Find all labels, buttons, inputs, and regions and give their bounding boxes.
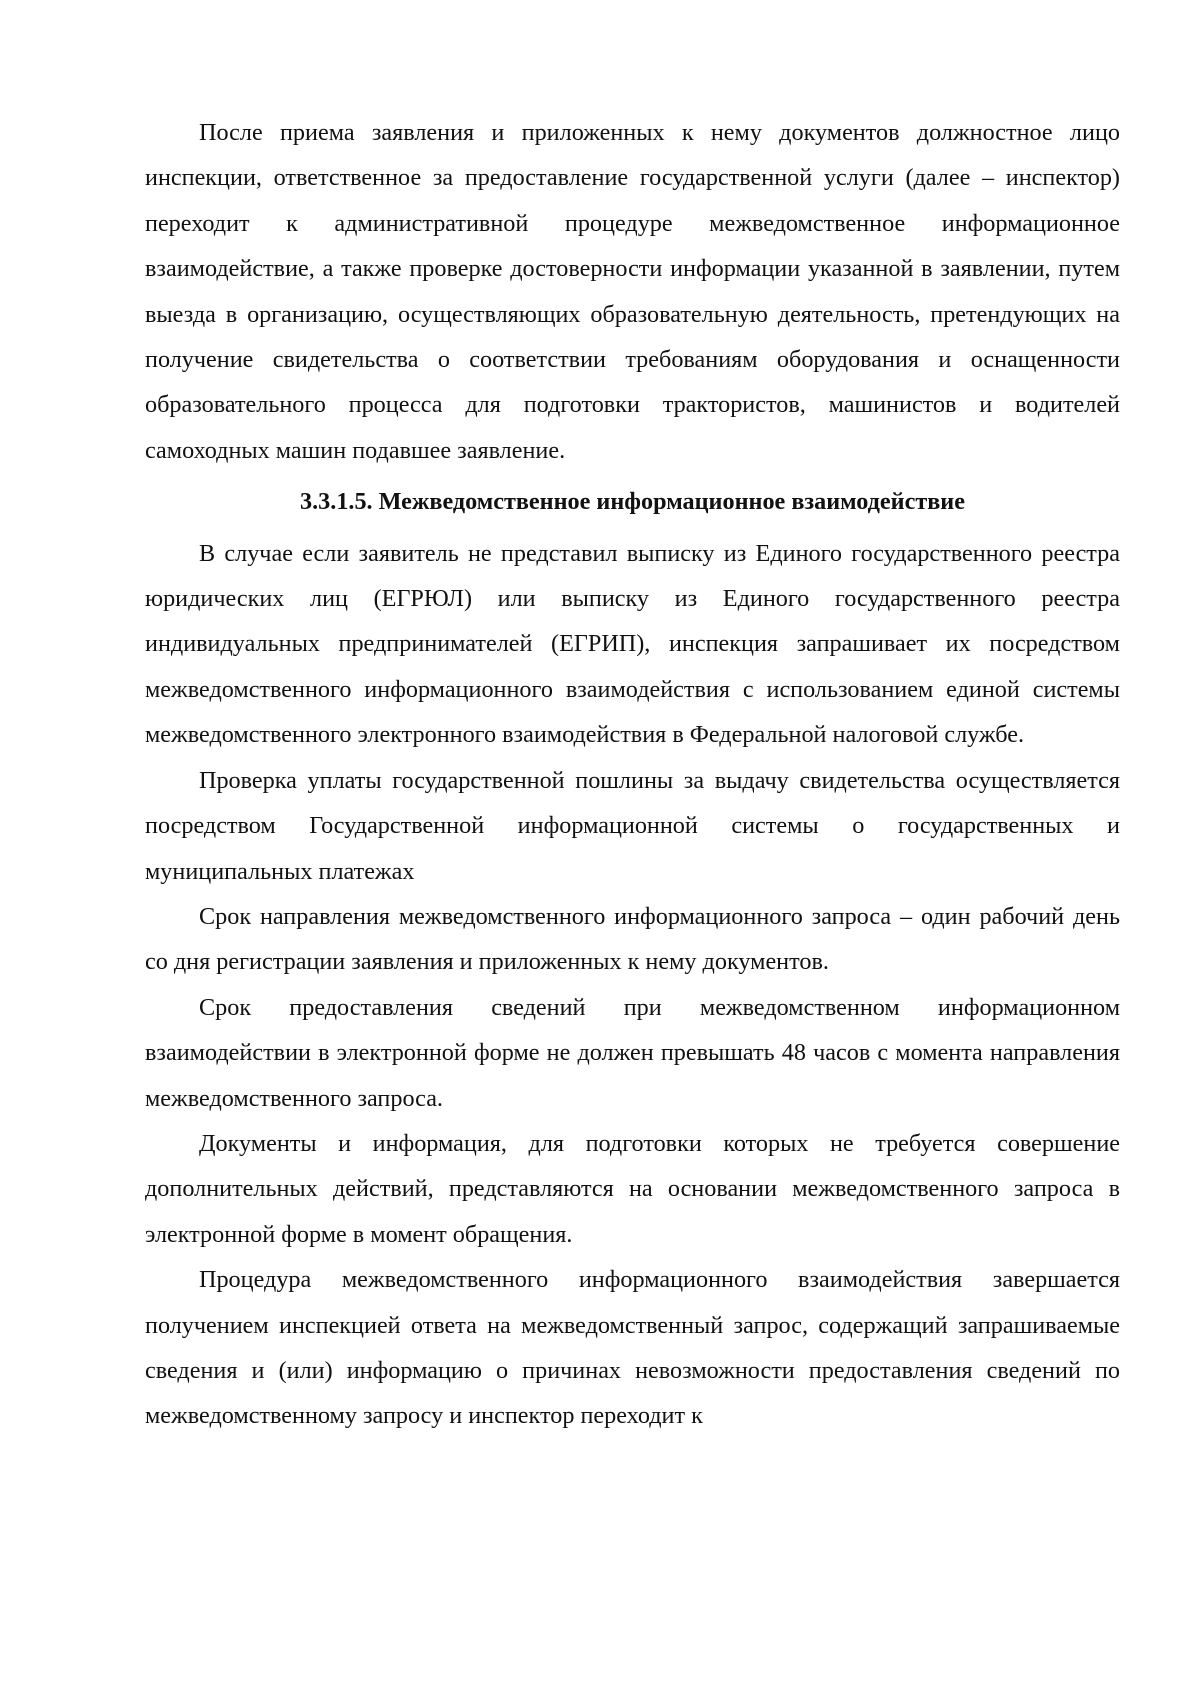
section-heading: 3.3.1.5. Межведомственное информационное взаимодействие (300, 488, 965, 516)
document-page (145, 110, 1120, 1439)
paragraph-fee-check: Проверка уплаты государственной пошлины за выдачу свидетельства осуществляется посредством Государственной информационной системы о государственных и муниципальных платежах (145, 766, 1120, 885)
paragraph-egrul-request: В случае если заявитель не представил выписку из Единого государственного реестра юридических лиц (ЕГРЮЛ) или выписку из Единого государственного реестра индивидуальных предпринимателей (ЕГРИП), инспекция запрашивает их посредством межведомственного информационного взаимодействия с использованием единой системы межведомственного электронного взаимодействия в Федеральной налоговой службе. (145, 539, 1120, 749)
paragraph-procedure-completion: Процедура межведомственного информационного взаимодействия завершается получением инспекцией ответа на межведомственный запрос, содержащий запрашиваемые сведения и (или) информацию о причинах невозможности предоставления сведений по межведомственному запросу и инспектор переходит к (145, 1266, 1120, 1430)
paragraph-documents-provided: Документы и информация, для подготовки которых не требуется совершение дополнительных действий, представляются на основании межведомственного запроса в электронной форме в момент обращения. (145, 1129, 1120, 1248)
paragraph-request-deadline: Срок направления межведомственного информационного запроса – один рабочий день со дня регистрации заявления и приложенных к нему документов. (145, 902, 1120, 976)
paragraph-response-deadline: Срок предоставления сведений при межведомственном информационном взаимодействии в электронной форме не должен превышать 48 часов с момента направления межведомственного запроса. (145, 993, 1120, 1112)
paragraph-intro: После приема заявления и приложенных к нему документов должностное лицо инспекции, ответственное за предоставление государственной услуги (далее – инспектор) переходит к административной процедуре межведомственное информационное взаимодействие, а также проверке достоверности информации указанной в заявлении, путем выезда в организацию, осуществляющих образовательную деятельность, претендующих на получение свидетельства о соответствии требованиям оборудования и оснащенности образовательного процесса для подготовки трактористов, машинистов и водителей самоходных машин подавшее заявление. (145, 119, 1120, 464)
